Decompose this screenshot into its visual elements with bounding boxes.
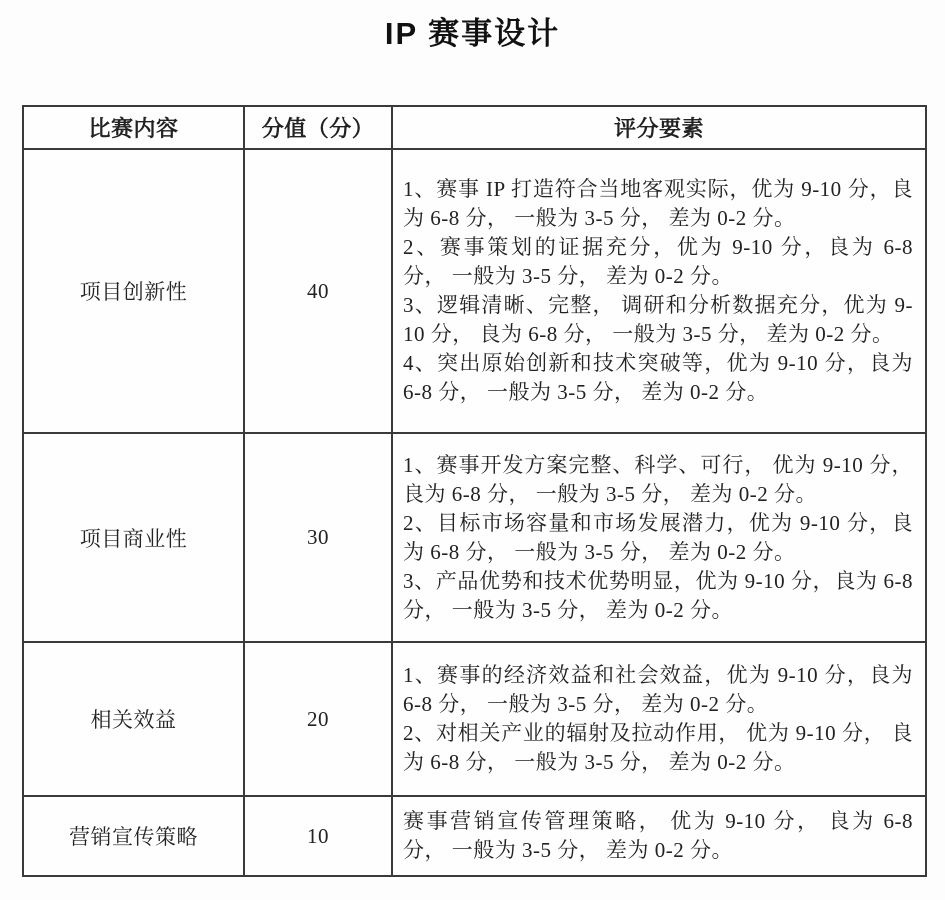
header-row — [23, 106, 926, 149]
header-scoring-elements: 评分要素 — [392, 106, 926, 149]
header-score-value: 分值（分） — [244, 106, 392, 149]
row-score-cell: 30 — [244, 433, 392, 642]
page-title: IP 赛事设计 — [384, 16, 561, 51]
row-criteria-cell — [392, 149, 926, 433]
table-row — [23, 796, 926, 876]
criteria-item: 3、逻辑清晰、完整， 调研和分析数据充分，优为 9-10 分， 良为 6-8 分， 一般为 3-5 分， 差为 0-2 分。 — [403, 293, 913, 346]
row-score-cell: 10 — [244, 796, 392, 876]
table-body — [23, 149, 926, 876]
header-competition-content: 比赛内容 — [23, 106, 244, 149]
criteria-item: 1、赛事 IP 打造符合当地客观实际，优为 9-10 分，良为 6-8 分， 一般为 3-5 分， 差为 0-2 分。 — [403, 177, 913, 230]
row-content-cell: 营销宣传策略 — [23, 796, 244, 876]
table-row — [23, 433, 926, 642]
row-content-cell: 项目创新性 — [23, 149, 244, 433]
row-criteria-cell — [392, 642, 926, 796]
criteria-item: 1、赛事开发方案完整、科学、可行， 优为 9-10 分， 良为 6-8 分， 一般为 3-5 分， 差为 0-2 分。 — [403, 452, 913, 506]
row-content-cell: 项目商业性 — [23, 433, 244, 642]
row-score-cell: 40 — [244, 149, 392, 433]
criteria-item: 1、赛事的经济效益和社会效益，优为 9-10 分，良为 6-8 分， 一般为 3-5 分， 差为 0-2 分。 — [403, 663, 913, 716]
criteria-item: 2、目标市场容量和市场发展潜力，优为 9-10 分，良为 6-8 分， 一般为 3-5 分， 差为 0-2 分。 — [403, 510, 913, 564]
criteria-item: 赛事营销宣传管理策略， 优为 9-10 分， 良为 6-8 分， 一般为 3-5 分， 差为 0-2 分。 — [403, 809, 913, 862]
table-header — [23, 106, 926, 149]
criteria-item: 2、对相关产业的辐射及拉动作用， 优为 9-10 分， 良为 6-8 分， 一般为 3-5 分， 差为 0-2 分。 — [403, 721, 913, 774]
row-content-cell: 相关效益 — [23, 642, 244, 796]
table-row — [23, 149, 926, 433]
row-criteria-cell — [392, 796, 926, 876]
criteria-item: 2、赛事策划的证据充分，优为 9-10 分，良为 6-8 分， 一般为 3-5 分， 差为 0-2 分。 — [403, 235, 913, 288]
criteria-item: 4、突出原始创新和技术突破等，优为 9-10 分，良为 6-8 分， 一般为 3-5 分， 差为 0-2 分。 — [403, 351, 913, 404]
criteria-item: 3、产品优势和技术优势明显，优为 9-10 分，良为 6-8 分， 一般为 3-5 分， 差为 0-2 分。 — [403, 568, 913, 622]
table-row — [23, 642, 926, 796]
row-score-cell: 20 — [244, 642, 392, 796]
scoring-table — [22, 105, 927, 877]
row-criteria-cell — [392, 433, 926, 642]
